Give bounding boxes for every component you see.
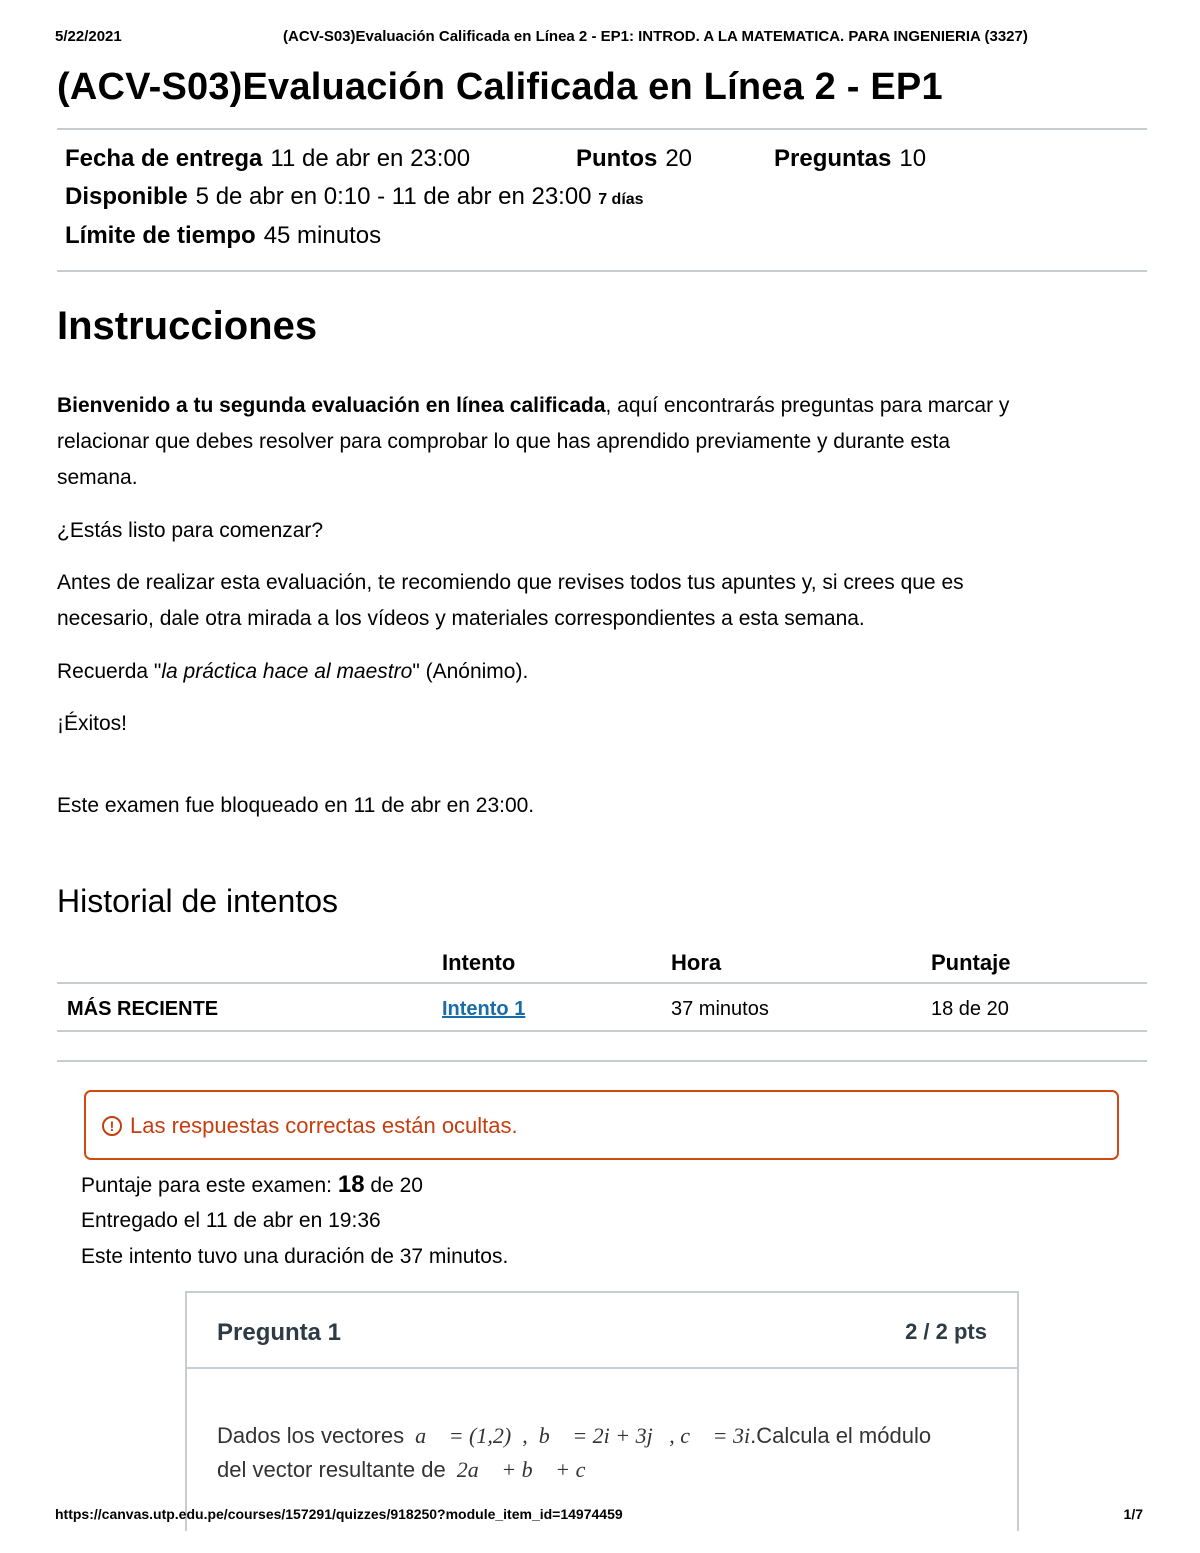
page-number: 1/7 — [1123, 1506, 1143, 1522]
attempt-score: 18 de 20 — [931, 998, 1009, 1020]
questions-label: Preguntas — [774, 145, 892, 172]
column-header-attempt: Intento — [442, 950, 516, 975]
points-value: 20 — [665, 145, 693, 172]
question-header — [187, 1293, 1017, 1369]
print-header — [55, 28, 1145, 50]
question-text: Dados los vectores a⃗ = (1,2) , b⃗ = 2i + 3j , c⃗ = 3i.Calcula el módulo del vector resultante de 2a⃗ + b⃗ + c⃗ — [217, 1423, 932, 1482]
question-card — [185, 1291, 1019, 1531]
available-days: 7 días — [598, 191, 644, 208]
questions-value: 10 — [899, 145, 927, 172]
time-limit — [65, 222, 381, 250]
divider — [57, 1060, 1147, 1062]
due-date — [65, 145, 470, 173]
column-header-time: Hora — [671, 950, 722, 975]
divider — [57, 128, 1147, 130]
instructions-paragraph: Bienvenido a tu segunda evaluación en línea calificada, aquí encontrarás preguntas para marcar y relacionar que debes resolver para comprobar lo que has aprendido previamente y durante esta semana. — [57, 394, 1010, 489]
table-divider — [57, 1030, 1147, 1032]
warning-icon: ! — [102, 1116, 122, 1136]
duration-info: Este intento tuvo una duración de 37 minutos. — [81, 1245, 509, 1268]
attempt-link[interactable]: Intento 1 — [442, 998, 526, 1020]
review-advice: Antes de realizar esta evaluación, te recomiendo que revises todos tus apuntes y, si crees que es necesario, dale otra mirada a los vídeos y materiales correspondientes a esta semana. — [57, 571, 964, 630]
table-divider — [57, 982, 1147, 984]
alert-text: Las respuestas correctas están ocultas. — [130, 1113, 518, 1138]
question-title: Pregunta 1 — [217, 1319, 342, 1346]
row-label: MÁS RECIENTE — [67, 998, 219, 1020]
available-value: 5 de abr en 0:10 - 11 de abr en 23:00 — [195, 183, 592, 210]
instructions-heading: Instrucciones — [57, 304, 318, 348]
answers-hidden-alert — [84, 1090, 1119, 1160]
attempt-time: 37 minutos — [671, 998, 769, 1020]
divider — [57, 270, 1147, 272]
points — [576, 145, 692, 173]
locked-notice: Este examen fue bloqueado en 11 de abr en 23:00. — [57, 794, 535, 817]
history-heading: Historial de intentos — [57, 883, 339, 919]
print-footer — [55, 1506, 1145, 1528]
print-doc-title: (ACV-S03)Evaluación Calificada en Línea 2 - EP1: INTROD. A LA MATEMATICA. PARA INGENIERIA (3327) — [283, 28, 1028, 45]
vector-c: c⃗ = 3i — [680, 1423, 751, 1448]
vector-b: b⃗ = 2i + 3j — [538, 1423, 653, 1448]
due-label: Fecha de entrega — [65, 145, 263, 172]
vector-a: a⃗ = (1,2) — [415, 1423, 512, 1448]
resultant-expression: 2a⃗ + b⃗ + c⃗ — [456, 1457, 603, 1482]
quiz-title: (ACV-S03)Evaluación Calificada en Línea 2 - EP1 — [57, 66, 943, 108]
submitted-info: Entregado el 11 de abr en 19:36 — [81, 1209, 381, 1232]
score-value: 18 — [337, 1171, 365, 1198]
time-limit-value: 45 minutos — [263, 222, 382, 249]
good-luck: ¡Éxitos! — [57, 712, 128, 735]
question-points: 2 / 2 pts — [905, 1319, 987, 1344]
welcome-bold: Bienvenido a tu segunda evaluación en línea calificada — [57, 394, 606, 417]
print-date: 5/22/2021 — [55, 28, 122, 45]
due-value: 11 de abr en 23:00 — [270, 145, 471, 172]
questions-count — [774, 145, 926, 173]
ready-question: ¿Estás listo para comenzar? — [57, 519, 324, 542]
available-label: Disponible — [65, 183, 188, 210]
time-limit-label: Límite de tiempo — [65, 222, 256, 249]
quote: Recuerda "la práctica hace al maestro" (Anónimo). — [57, 660, 529, 683]
column-header-score: Puntaje — [931, 950, 1011, 975]
print-url: https://canvas.utp.edu.pe/courses/157291/quizzes/918250?module_item_id=14974459 — [55, 1506, 623, 1522]
points-label: Puntos — [576, 145, 658, 172]
availability — [65, 183, 644, 211]
score-summary: Puntaje para este examen: 18 de 20 — [81, 1171, 423, 1198]
